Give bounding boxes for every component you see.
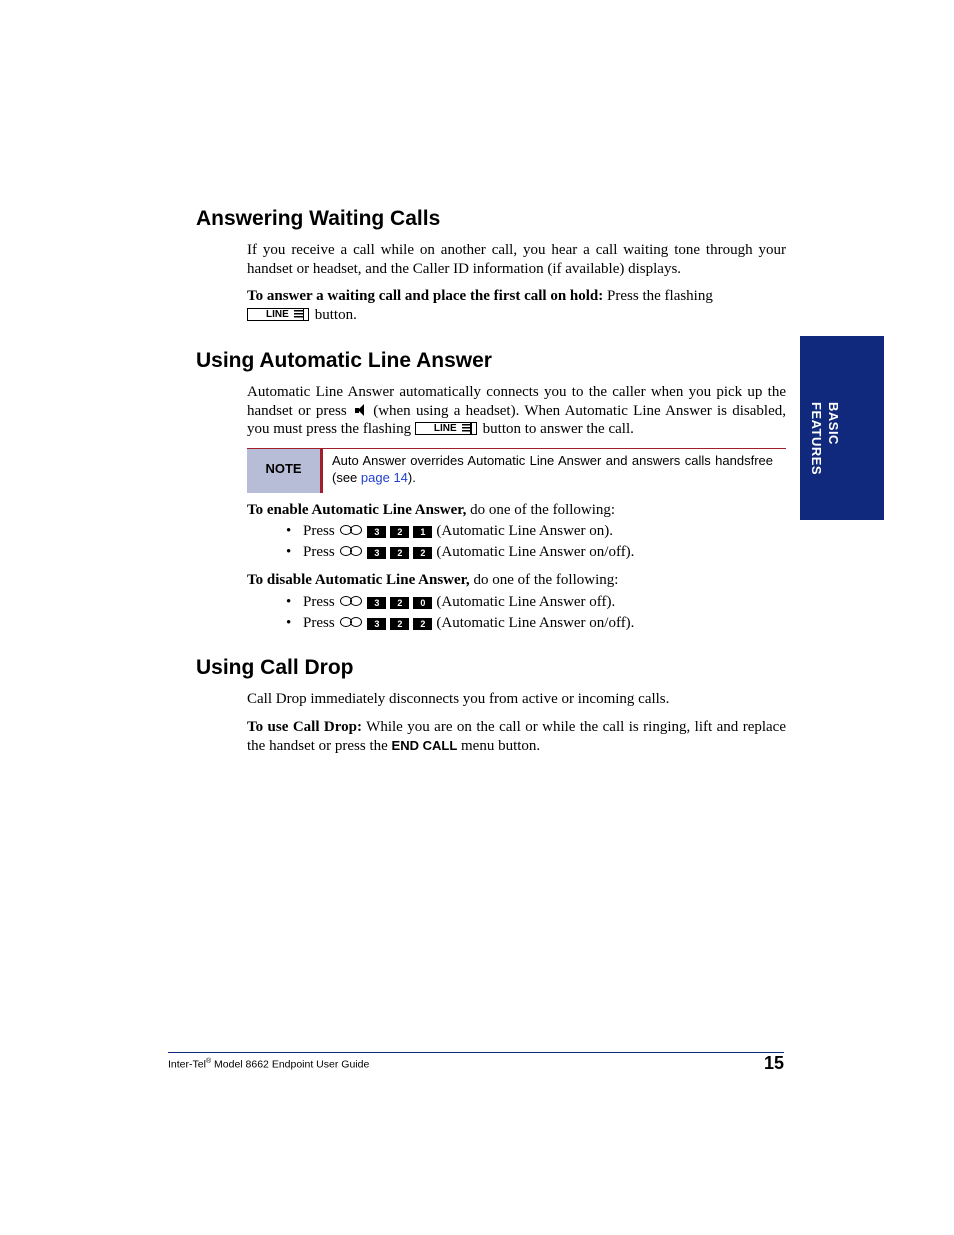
note-text-before: Auto Answer overrides Automatic Line Answer and answers calls handsfree (see — [332, 453, 773, 485]
call-drop-text: While you are on the call or while the call is ringing, lift and replace the handset or press the — [247, 719, 786, 754]
bullet-press: Press — [303, 544, 335, 560]
dialpad-key: 3 — [367, 526, 386, 538]
list-item — [286, 543, 634, 561]
end-call-label: END CALL — [391, 737, 458, 753]
bullet-press: Press — [303, 615, 335, 631]
section-tab-line1: BASIC — [826, 402, 841, 445]
disable-text: do one of the following: — [469, 572, 619, 588]
registered-mark: ® — [205, 1058, 212, 1065]
note-text-after: ). — [407, 470, 416, 485]
note-label-box — [247, 449, 323, 493]
section-tab — [800, 336, 884, 520]
dialpad-key: 2 — [390, 597, 409, 609]
heading-automatic-line-answer: Using Automatic Line Answer — [196, 349, 492, 372]
dialpad-key: 0 — [413, 597, 432, 609]
note-box — [247, 448, 786, 494]
dialpad-key: 3 — [367, 597, 386, 609]
enable-bold: To enable Automatic Line Answer, — [247, 502, 467, 518]
dialpad-key: 2 — [413, 547, 432, 559]
footer-brand: Inter-Tel — [168, 1058, 206, 1071]
speaker-icon — [354, 404, 366, 417]
feature-icon — [340, 595, 364, 607]
bullet-icon: • — [286, 523, 292, 539]
note-label: NOTE — [265, 461, 302, 476]
paragraph-waiting-instruction — [247, 287, 786, 324]
note-text — [332, 452, 773, 486]
line-key-bars-icon — [462, 424, 472, 433]
line-key-icon — [247, 308, 309, 321]
section-tab-line2: FEATURES — [809, 402, 824, 476]
bullet-icon: • — [286, 594, 292, 610]
paragraph-ala-intro — [247, 383, 786, 439]
page-number: 15 — [763, 1053, 784, 1073]
list-item — [286, 593, 615, 611]
heading-call-drop: Using Call Drop — [196, 656, 354, 679]
call-drop-end: menu button. — [457, 737, 541, 754]
bullet-icon: • — [286, 544, 292, 560]
paragraph-enable-instruction — [247, 501, 786, 520]
heading-answering-waiting-calls: Answering Waiting Calls — [196, 207, 441, 230]
bullet-text: (Automatic Line Answer on/off). — [436, 615, 635, 631]
dialpad-key: 3 — [367, 547, 386, 559]
enable-text: do one of the following: — [466, 502, 616, 518]
dialpad-key: 2 — [390, 526, 409, 538]
dialpad-key: 3 — [367, 618, 386, 630]
dialpad-key: 2 — [413, 618, 432, 630]
dialpad-key: 1 — [413, 526, 432, 538]
instruction-bold: To answer a waiting call and place the first call on hold: — [247, 288, 604, 304]
line-key-label: LINE — [266, 308, 289, 320]
ala-text-2: (when using a headset). When Automatic Line Answer is disabled, you must press the flashing — [247, 402, 786, 437]
disable-bold: To disable Automatic Line Answer, — [247, 572, 470, 588]
dialpad-key: 2 — [390, 618, 409, 630]
call-drop-bold: To use Call Drop: — [247, 719, 362, 735]
footer-guide-title: Model 8662 Endpoint User Guide — [211, 1058, 370, 1071]
button-text: button. — [311, 306, 357, 323]
bullet-icon: • — [286, 615, 292, 631]
section-tab-label — [808, 402, 842, 475]
bullet-text: (Automatic Line Answer on). — [436, 523, 614, 539]
list-item — [286, 522, 613, 540]
page-14-link[interactable]: page 14 — [360, 470, 408, 485]
bullet-press: Press — [303, 523, 335, 539]
dialpad-key: 2 — [390, 547, 409, 559]
ala-text-1: Automatic Line Answer automatically connects you to the caller when you pick up the handset or press — [247, 384, 786, 419]
paragraph-waiting-intro: If you receive a call while on another call, you hear a call waiting tone through your handset or headset, and the Caller ID information (if available) displays. — [247, 242, 786, 277]
line-key-icon — [415, 422, 477, 435]
paragraph-call-drop-intro: Call Drop immediately disconnects you from active or incoming calls. — [247, 691, 670, 707]
feature-icon — [340, 524, 364, 536]
instruction-text: Press the flashing — [603, 288, 713, 304]
feature-icon — [340, 616, 364, 628]
list-item — [286, 614, 634, 632]
paragraph-disable-instruction — [247, 571, 786, 590]
bullet-text: (Automatic Line Answer on/off). — [436, 544, 635, 560]
feature-icon — [340, 545, 364, 557]
bullet-press: Press — [303, 594, 335, 610]
line-key-label: LINE — [433, 423, 457, 434]
footer-title — [168, 1058, 369, 1071]
line-key-bars-icon — [294, 310, 304, 319]
paragraph-call-drop-instruction — [247, 718, 786, 755]
ala-text-3: button to answer the call. — [478, 421, 634, 437]
bullet-text: (Automatic Line Answer off). — [436, 594, 616, 610]
footer-divider — [168, 1052, 784, 1053]
